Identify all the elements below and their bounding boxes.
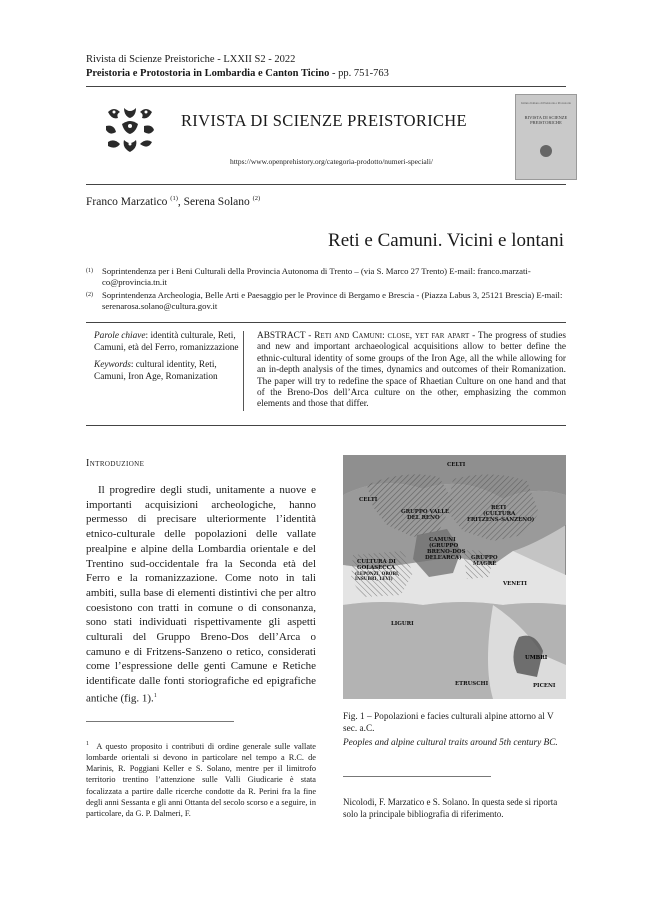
map-label-celti-top: CELTI [447, 462, 466, 468]
keywords-block [94, 331, 246, 389]
map-label-veneti: VENETI [503, 581, 527, 587]
cover-title: RIVISTA DI SCIENZE PREISTORICHE [524, 115, 568, 126]
keywords-divider [243, 331, 244, 411]
page-range: - pp. 751-763 [329, 68, 389, 79]
author-2: Serena Solano [183, 195, 250, 208]
affiliation-2-num: (2) [86, 292, 93, 298]
footnote-rule [86, 721, 234, 722]
abstract-bottom-rule [86, 425, 566, 426]
map-label-camuni-3: BRENO-DOS [427, 549, 466, 555]
abstract-top-rule [86, 322, 566, 323]
right-footnote-rule [343, 776, 491, 777]
map-label-golasecca-2: GOLASECCA [357, 565, 396, 571]
abstract-text: - The progress of studies and new and important archaeological acquisitions allow to better define the ethnic-cultural identity of some groups of the Iron Age, all the while allowing for an in-depth analysis of the times, dynamics and outcomes of their Romanization. The paper will try to redefine the space of Rhaetian Culture on one hand and that of the Breno-Dos dell’Arca culture on the other, emphasizing the common elements and those that differ. [257, 331, 566, 410]
map-label-etruschi: ETRUSCHI [455, 681, 489, 687]
author-1-ref: (1) [170, 195, 178, 202]
caption-english: Peoples and alpine cultural traits around 5th century BC. [343, 738, 558, 748]
header-rule [86, 86, 566, 87]
keywords-italian [94, 331, 246, 354]
author-1: Franco Marzatico [86, 195, 168, 208]
journal-logo [102, 104, 158, 156]
masthead-rule [86, 184, 566, 185]
map-label-camuni-4: DELL’ARCA) [425, 555, 462, 561]
running-header-journal: Rivista di Scienze Preistoriche - LXXII S2 - 2022 [86, 54, 296, 65]
affiliation-2-text: Soprintendenza Archeologia, Belle Arti e Paesaggio per le Province di Bergamo e Brescia - (Piazza Labus 3, 25121 Brescia) E-mail: serenarosa.solano@cultura.gov.it [102, 290, 563, 311]
body-paragraph-text: Il progredire degli studi, unitamente a nuove e importanti acquisizioni archeologiche, hanno permesso di precisare ulteriormente l’identità etnico-culturale delle popolazioni delle vallate prealpine e alpine della Lombardia orientale e del Trentino sud-occidentale fra la Seconda età del Ferro e la romanizzazione. Come noto in tali ambiti, sulla base di elementi distintivi che per altro coesistono con tratti in comune o di consonanza, sono stati individuati rispettivamente gli aspetti culturali del Gruppo Breno-Dos dell’Arca o camuno e di Fritzens-Sanzeno o retico, considerati come l’espressione delle genti Camune e Retiche identificate dalle fonti storiografiche ed epigrafiche antiche (fig. 1). [86, 484, 316, 705]
body-paragraph [86, 483, 316, 706]
author-2-ref: (2) [252, 195, 261, 202]
affiliation-2 [86, 290, 566, 312]
article-title: Reti e Camuni. Vicini e lontani [328, 230, 564, 251]
journal-cover-thumbnail [515, 94, 577, 180]
keywords-italian-label: Parole chiave [94, 331, 146, 341]
map-label-reti-1: RETI [491, 505, 507, 511]
footnote-ref[interactable]: 1 [153, 692, 157, 699]
map-label-camuni-1: CAMUNI [429, 537, 456, 543]
map-label-liguri: LIGURI [391, 621, 414, 627]
keywords-italian-text: : identità culturale, Reti, Camuni, età del Ferro, romanizzazione [94, 331, 239, 353]
footnote [86, 739, 316, 819]
affiliation-1-num: (1) [86, 268, 93, 274]
map-label-piceni: PICENI [533, 683, 556, 689]
keywords-english-text: : cultural identity, Reti, Camuni, Iron Age, Romanization [94, 360, 218, 382]
journal-title: RIVISTA DI SCIENZE PREISTORICHE [181, 111, 467, 130]
figure-caption [343, 712, 567, 753]
cover-publisher: Istituto Italiano di Preistoria e Protostoria [521, 101, 571, 105]
map-label-reti-3: FRITZENS-SANZENO) [467, 517, 535, 523]
body-text [86, 483, 316, 706]
footnote-continuation: Nicolodi, F. Marzatico e S. Solano. In questa sede si riporta solo la principale bibliografia di riferimento. [343, 797, 558, 819]
running-header-volume [86, 68, 389, 79]
section-heading: Introduzione [86, 458, 145, 469]
caption-italian: Fig. 1 – Popolazioni e facies culturali alpine attorno al V sec. a.C. [343, 712, 554, 734]
keywords-english [94, 360, 246, 383]
abstract-lead: ABSTRACT - [257, 331, 315, 341]
map-label-camuni-2: (GRUPPO [429, 543, 459, 549]
cover-emblem-icon [540, 145, 552, 157]
map-label-celti-left: CELTI [359, 497, 378, 503]
map-label-golasecca-1: CULTURA DI [357, 559, 396, 565]
keywords-english-label: Keywords [94, 360, 131, 370]
authors: Franco Marzatico $^{(1)}$, Serena Solano $^{(2)}$ [86, 195, 261, 208]
map-label-reti-2: (CULTURA [483, 511, 516, 517]
map-label-magre-1: GRUPPO [471, 555, 498, 561]
figure-map [343, 455, 566, 699]
journal-url[interactable]: https://www.openprehistory.org/categoria-prodotto/numeri-speciali/ [230, 157, 434, 166]
footnote-num: 1 [86, 741, 89, 747]
footnote-text: A questo proposito i contributi di ordine generale sulle vallate lombarde orientali si devono in particolare nel tempo a R.C. de Marinis, R. Poggiani Keller e S. Solano, mentre per il limitrofo territorio trentino l’attenzione sulle Valli Giudicarie è stata focalizzata a partire dalle ricerche condotte da R. Perini fra la fine degli anni Sessanta e gli anni Ottanta del secolo scorso e a seguire, in particolare, da G. P. Dalmeri, F. [86, 741, 316, 818]
map-label-valle-reno-1: GRUPPO VALLE [401, 509, 450, 515]
map-label-valle-reno-2: DEL RENO [407, 515, 440, 521]
affiliation-1 [86, 266, 566, 288]
abstract [257, 331, 566, 411]
abstract-english-title: Reti and Camuni: close, yet far apart [314, 331, 470, 341]
map-label-umbri: UMBRI [525, 655, 548, 661]
map-label-golasecca-3: (LEPONZI, OROBI, [355, 571, 400, 576]
volume-title: Preistoria e Protostoria in Lombardia e Canton Ticino [86, 68, 330, 79]
map-label-magre-2: MAGRÈ [473, 561, 497, 567]
map-label-golasecca-4: INSUBRI, LEVI) [355, 576, 393, 581]
affiliation-1-text: Soprintendenza per i Beni Culturali della Provincia Autonoma di Trento – (via S. Marco 27 Trento) E-mail: franco.marzati-co@provincia.tn.it [102, 266, 531, 287]
